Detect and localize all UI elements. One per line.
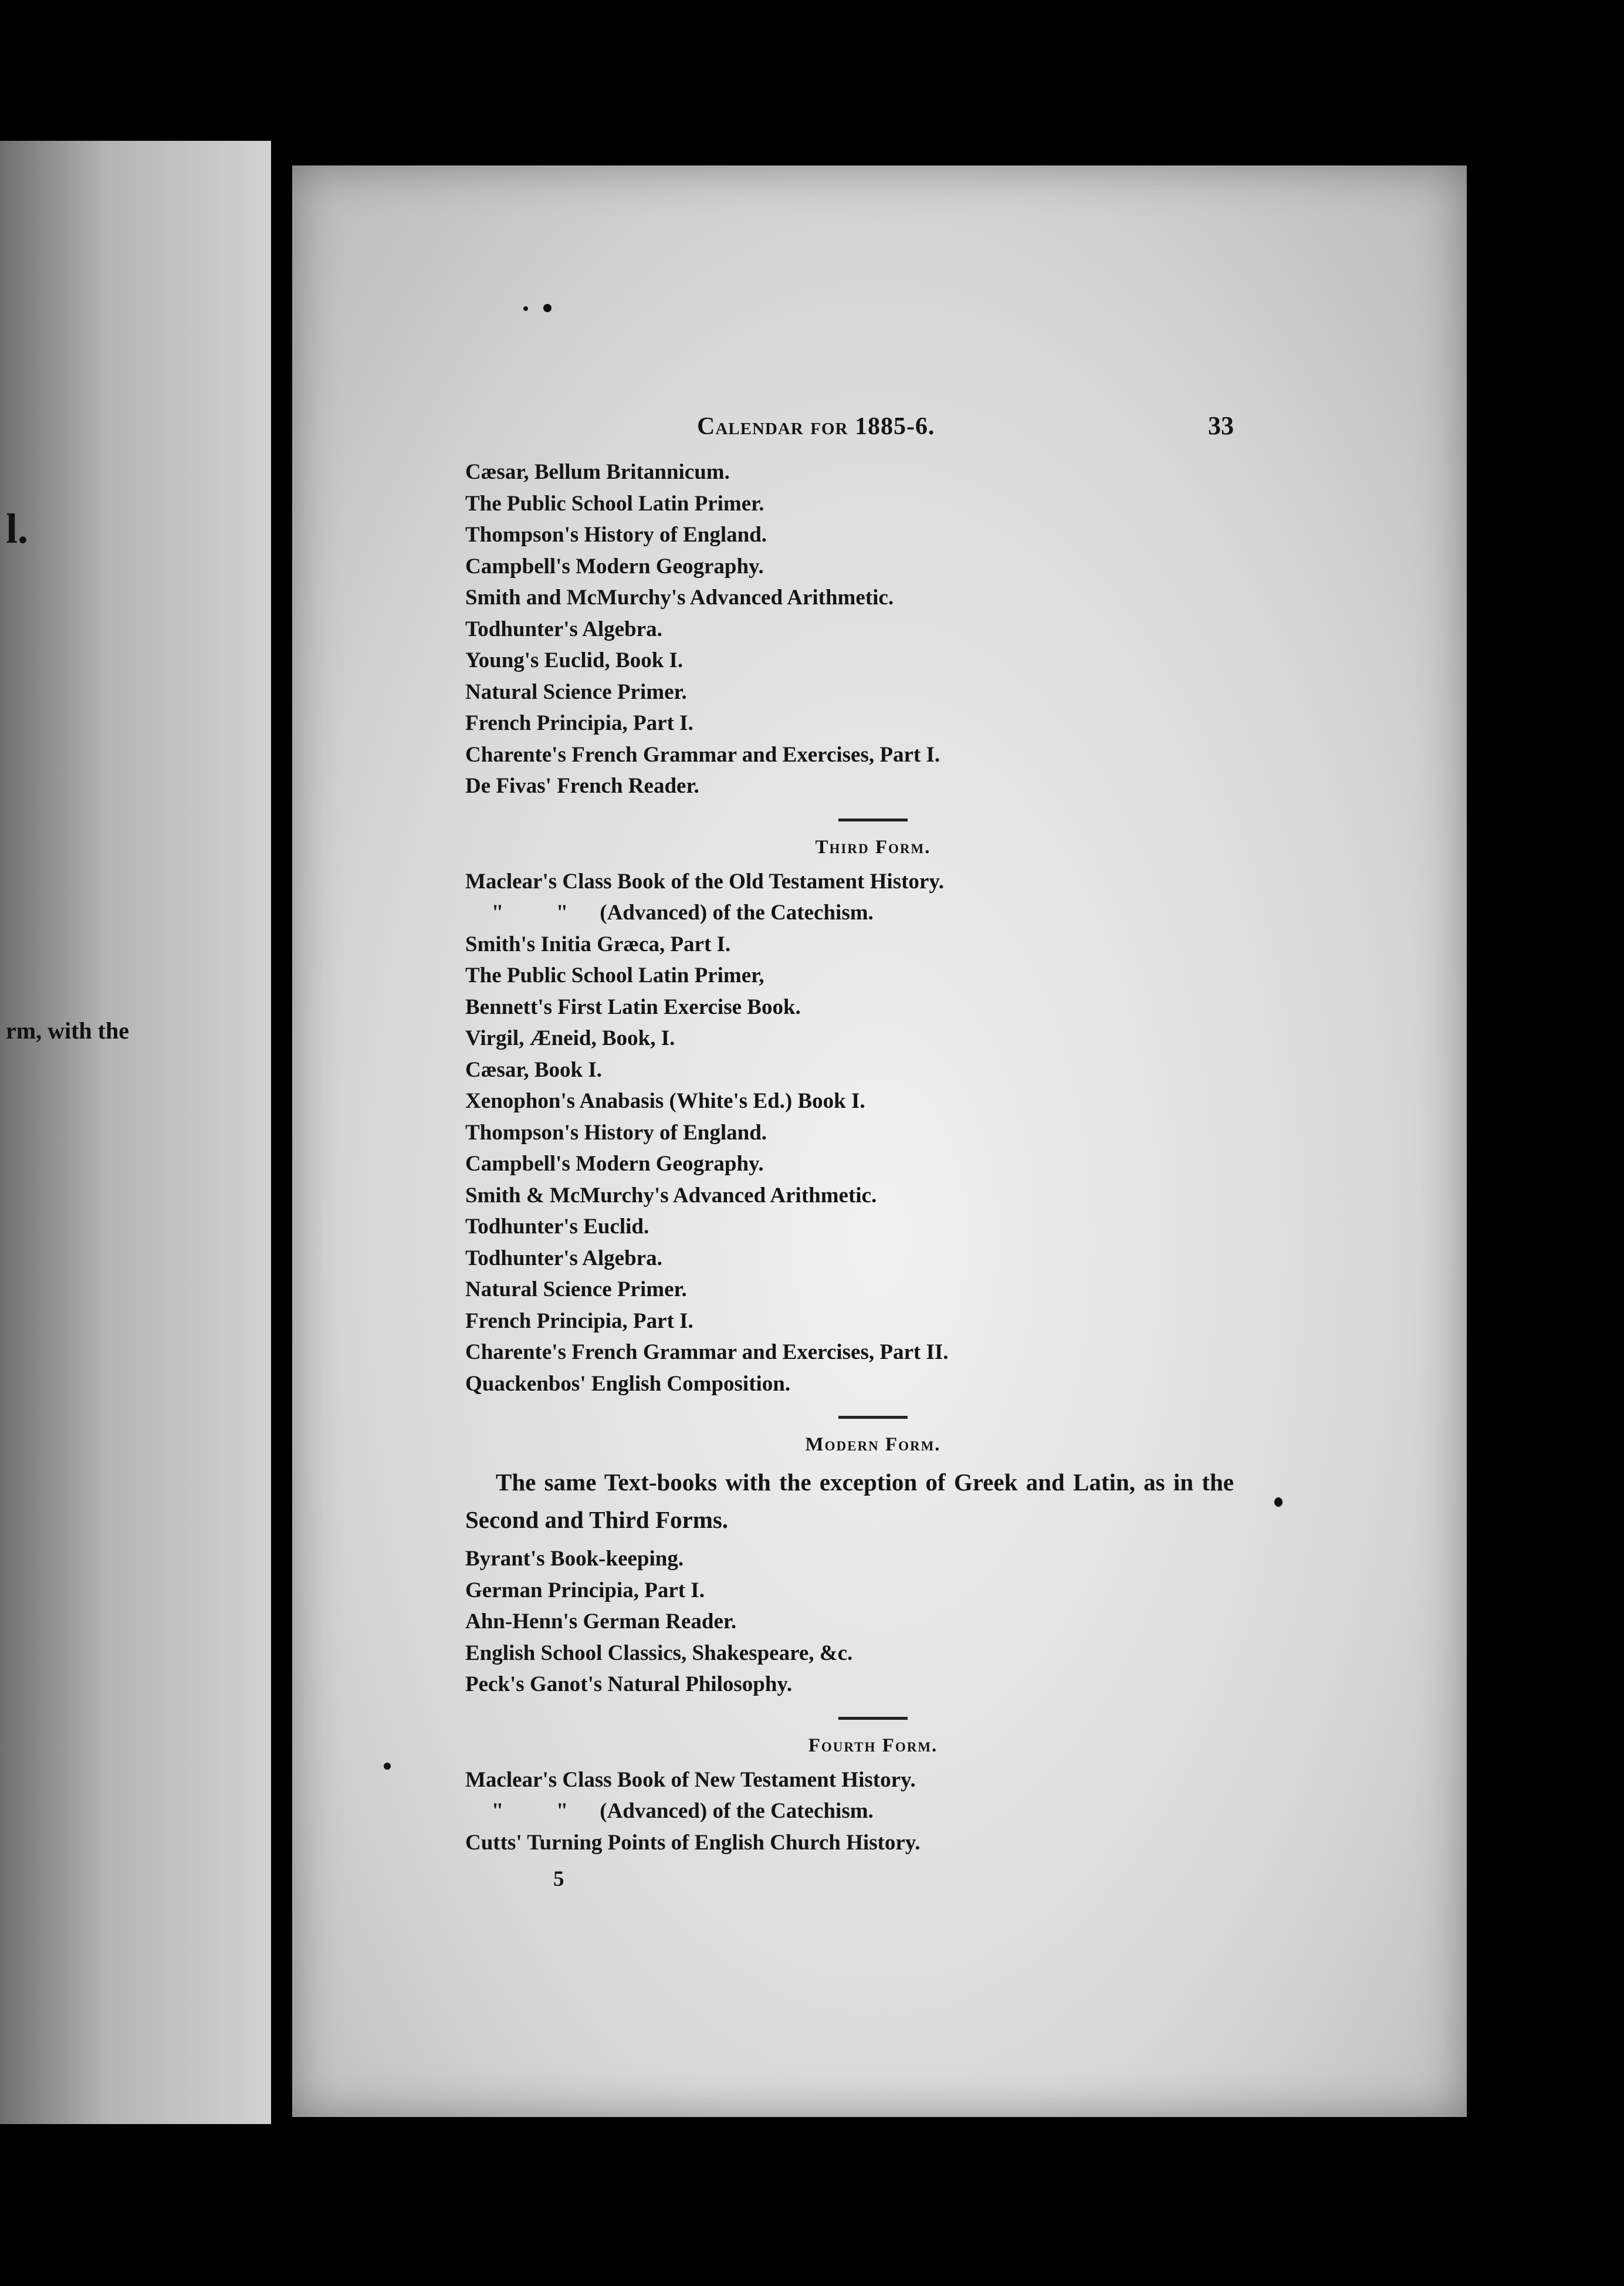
page-content [465, 411, 1234, 1897]
list-item: German Principia, Part I. [465, 1578, 705, 1602]
ditto-mark: " [556, 901, 569, 925]
list-item: Charente's French Grammar and Exercises, Part II. [465, 1340, 949, 1364]
list-item: Smith and McMurchy's Advanced Arithmetic. [465, 586, 894, 610]
list-item-ditto [465, 897, 1234, 929]
section-divider [838, 819, 908, 821]
list-item: Thompson's History of England. [465, 1120, 767, 1145]
list-item: Natural Science Primer. [465, 1277, 687, 1301]
list-item: Smith & McMurchy's Advanced Arithmetic. [465, 1183, 877, 1208]
running-title: Calendar for 1885-6. [697, 413, 935, 440]
list-item: Cutts' Turning Points of English Church History. [465, 1830, 921, 1855]
list-item: Young's Euclid, Book I. [465, 648, 684, 672]
list-item: Cæsar, Bellum Britannicum. [465, 460, 730, 484]
modern-form-heading: Modern Form. [805, 1434, 941, 1455]
list-item: Maclear's Class Book of the Old Testament History. [465, 869, 945, 894]
left-page-text-fragment: l. [6, 505, 29, 552]
ditto-item-text: (Advanced) of the Catechism. [600, 1799, 874, 1823]
list-item: Campbell's Modern Geography. [465, 554, 764, 579]
ditto-mark: " [491, 901, 504, 925]
list-item: Thompson's History of England. [465, 523, 767, 547]
list-item: Peck's Ganot's Natural Philosophy. [465, 1672, 793, 1696]
fourth-form-heading: Fourth Form. [808, 1734, 938, 1756]
page-header [465, 411, 1234, 447]
list-item: Bennett's First Latin Exercise Book. [465, 995, 801, 1019]
third-form-heading: Third Form. [815, 836, 931, 858]
list-item: Cæsar, Book I. [465, 1057, 603, 1082]
paragraph-text: The same Text-books with the exception of Greek and Latin, as in the Second and Third Forms. [465, 1469, 1234, 1533]
list-item: The Public School Latin Primer. [465, 491, 764, 516]
list-item: Xenophon's Anabasis (White's Ed.) Book I. [465, 1089, 865, 1113]
list-item: The Public School Latin Primer, [465, 963, 764, 988]
list-item: English School Classics, Shakespeare, &c. [465, 1641, 853, 1665]
list-item: Todhunter's Algebra. [465, 1246, 662, 1270]
left-page-text-fragment: rm, with the [6, 1017, 129, 1044]
list-item: French Principia, Part I. [465, 1308, 693, 1333]
list-item: Byrant's Book-keeping. [465, 1547, 684, 1571]
page-number: 33 [1208, 411, 1234, 440]
signature-mark: 5 [553, 1867, 564, 1891]
section-divider [838, 1717, 908, 1720]
list-item: Ahn-Henn's German Reader. [465, 1609, 737, 1634]
ink-speck [523, 306, 528, 311]
ditto-item-text: (Advanced) of the Catechism. [600, 901, 874, 925]
ditto-mark: " [556, 1799, 569, 1823]
list-item: Virgil, Æneid, Book, I. [465, 1026, 675, 1050]
modern-form-paragraph [465, 1463, 1234, 1538]
list-item: French Principia, Part I. [465, 711, 693, 735]
list-item: Maclear's Class Book of New Testament History. [465, 1767, 916, 1792]
fourth-form-book-list [465, 1764, 1234, 1859]
list-item: Quackenbos' English Composition. [465, 1371, 791, 1396]
list-item: Natural Science Primer. [465, 679, 687, 704]
list-item-ditto [465, 1795, 1234, 1827]
left-facing-page [0, 141, 271, 2124]
list-item: Campbell's Modern Geography. [465, 1152, 764, 1176]
list-item: Charente's French Grammar and Exercises, Part I. [465, 742, 940, 767]
ditto-mark: " [491, 1799, 504, 1823]
modern-form-book-list [465, 1543, 1234, 1700]
list-item: De Fivas' French Reader. [465, 774, 699, 798]
second-form-book-list [465, 456, 1234, 802]
ink-speck [543, 304, 552, 312]
list-item: Todhunter's Euclid. [465, 1215, 649, 1239]
list-item: Smith's Initia Græca, Part I. [465, 932, 731, 956]
third-form-book-list [465, 866, 1234, 1400]
section-divider [838, 1416, 908, 1419]
book-gutter [271, 117, 292, 2148]
list-item: Todhunter's Algebra. [465, 617, 662, 641]
ink-speck [384, 1763, 391, 1770]
book-page [292, 165, 1467, 2117]
ink-speck [1274, 1497, 1283, 1507]
